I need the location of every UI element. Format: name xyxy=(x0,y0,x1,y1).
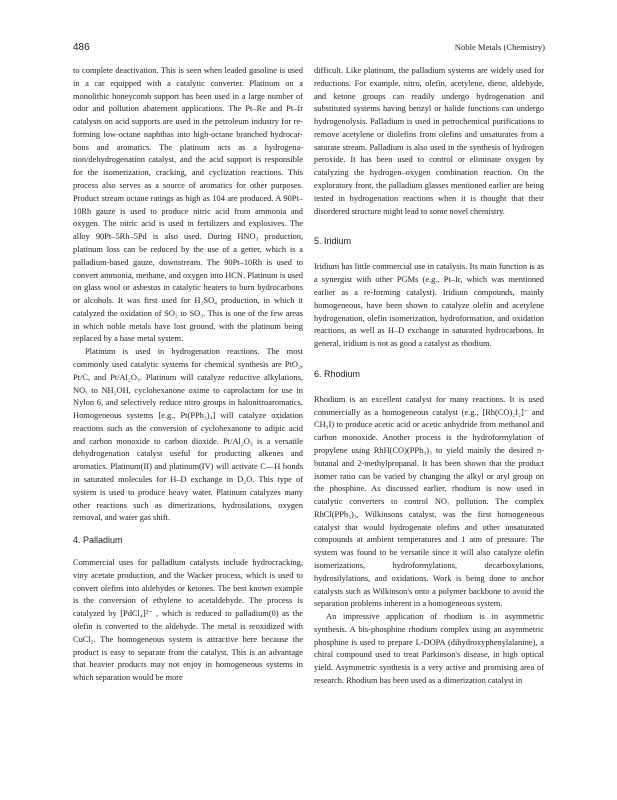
paragraph-palladium-reductions: difficult. Like platinum, the palladium systems are widely used for reductions. For example, nitro, olefin, acetylene, diene, aldehyde, and ketone groups can readily undergo hydrogenation and substituted systems having benzyl or halide functions can undergo hydrogenolysis. Palladium is used in petrochemical purifications to remove acetylene or diolefins from olefins and unsaturates from a saturate stream. Palladium is also used in the synthesis of hydrogen peroxide. It has been used to control or eliminate oxygen by catalyzing the hydrogen–oxygen combination reaction. On the exploratory front, the palladium glasses mentioned earlier are being tested in hydrogenation reactions when it is thought that their disordered structure might lead to some novel chemistry. xyxy=(314,65,544,216)
paragraph-iridium: Iridium has little commercial use in catalysis. Its main function is as a synergist with other PGMs (e.g., Pt–Ir, which was mentioned earlier as a re-forming catalyst). Iridium compounds, mainly homogeneous, have been shown to catalyze olefin and acetylene hydrogenation, olefin isomerization, hydroformation, and oxidation reactions, as well as H–D exchange in saturated hydrocarbons. In general, iridium is not as good a catalyst as rhodium. xyxy=(314,261,544,349)
paragraph-palladium-uses: Commercial uses for palladium catalysts include hydrocracking, viny acetate production, and the Wacker process, which is used to convert olefins into aldehydes or ketones. The best known example is the conversion of ethylene to acetaldehyde. The process is catalyzed by [PdCl₄]²⁻ , which is reduced to palladium(0) as the olefin is converted to the aldehyde. The metal is reoxidized with CuCl₂. The homogeneous system is attractive here because the product is easy to separate from the catalyst. This is an advantage that heavier products may not enjoy in homogeneous systems in which separation would be more xyxy=(73,557,303,683)
paragraph-rhodium-catalyst: Rhodium is an excellent catalyst for many reactions. It is used commercially as a homogeneous catalyst (e.g., [Rh(CO)₂I₂]⁻ and CH₃I) to produce acetic acid or acetic anhydride from methanol and carbon monoxide. Another process is the hydroformylation of propylene using RhH(CO)(PPh₃)₃ to yield mainly the desired n-butanal and 2-methylpropanal. It has been shown that the product isomer ratio can be varied by changing the alkyl or aryl group on the phosphine. As discussed earlier, rhodium is now used in catalytic converters to control NOₓ pollution. The complex RhCl(PPh₃)₃, Wilkinsons catalyst, was the first homogeneous catalyst that would hydrogenate olefins and other unsaturated compounds at ambient temperatures and 1 atm of pressure. The system was found to be versatile since it will also catalyze olefin isomerizations, hydroformylations, decarboxylations, hydrosilylations, and oxidations. Work is being done to anchor catalysts such as Wilkinson's onto a polymer backbone to avoid the separation problems inherent in a homogeneous system. xyxy=(314,393,544,609)
page-number: 486 xyxy=(73,42,90,53)
section-heading-rhodium: 6. Rhodium xyxy=(314,368,361,379)
right-column xyxy=(314,64,544,687)
section-heading-iridium: 5. Iridium xyxy=(314,236,352,247)
paragraph-rhodium-asymmetric: An impressive application of rhodium is in asymmetric synthesis. A bis-phosphine rhodium complex using an asymmetric phosphine is used to prepare L-DOPA (dihydroxyphenylalanine), a chiral compound used to treat Parkinson's disease, in high optical yield. Asymmetric synthesis is a very active and promising area of research. Rhodium has been used as a dimerization catalyst in xyxy=(314,611,544,686)
running-head: Noble Metals (Chemistry) xyxy=(454,42,545,52)
paragraph-platinum-hydrogenation: Platinum is used in hydrogenation reactions. The most commonly used catalytic systems for chemical synthesis are PtO₂, Pt/C, and Pt/Al₂O₃. Platinum will catalyze reductive alkylations, NOₓ to NH₂OH, cyclohexanone oxime to caprolactam for use in Nylon 6, and selectively reduce nitro groups in halonitroaromatics. Homogeneous systems [e.g., Pt(PPh₃)₄] will catalyze oxidation reactions such as the conversion of cyclohexanone to adipic acid and carbon monoxide to carbon dioxide. Pt/Al₂O₃ is a versatile dehydrogenation catalyst useful for producting alkenes and aromatics. Platinum(II) and platinum(IV) will activate C—H bonds in saturated molecules for H–D exchange in D₂O. This type of system is used to produce heavy water. Platinum catalyzes many other reactions such as dimerizations, hydrosilations, oxygen removal, and water gas shift. xyxy=(73,346,303,523)
section-heading-palladium: 4. Palladium xyxy=(73,535,123,546)
paragraph-platinum-uses: to complete deactivation. This is seen when leaded gasoline is used in a car equipped with a catalytic converter. Platinum on a monolithic honeycomb support has been used in a large number of odor and pollution abatement applications. The Pt–Re and Pt–Ir catalysts on acid supports are used in the petroleum industry for re-forming low-octane naphthas into high-octane branched hydrocarbons and aromatics. The platinum acts as a hydrogenation/dehydrogenation catalyst, and the acid support is responsible for the isomerization, cracking, and cyclization reactions. This process also serves as a source of aromatics for other purposes. Product stream octane ratings as high as 104 are produced. A 90Pt–10Rh gauze is used to produce nitric acid from ammonia and oxygen. The nitric acid is used in fertilizers and explosives. The alloy 90Pt–5Rh–5Pd is also used. During HNO₃ production, platinum loss can be reduced by the use of a getter, which is a palladium-based gauze, downstream. The 90Pt–10Rh is used to convert ammonia, methane, and oxygen into HCN. Platinum is used on glass wool or asbestos in catalytic heaters to burn hydrocarbons or alcohols. It was first used for H₂SO₄ production, in which it catalyzed the oxidation of SO₂ to SO₃. This is one of the few areas in which noble metals have lost ground, with the platinum being replaced by a base metal system. xyxy=(73,65,303,344)
left-column xyxy=(73,64,303,684)
page-header xyxy=(73,42,545,56)
